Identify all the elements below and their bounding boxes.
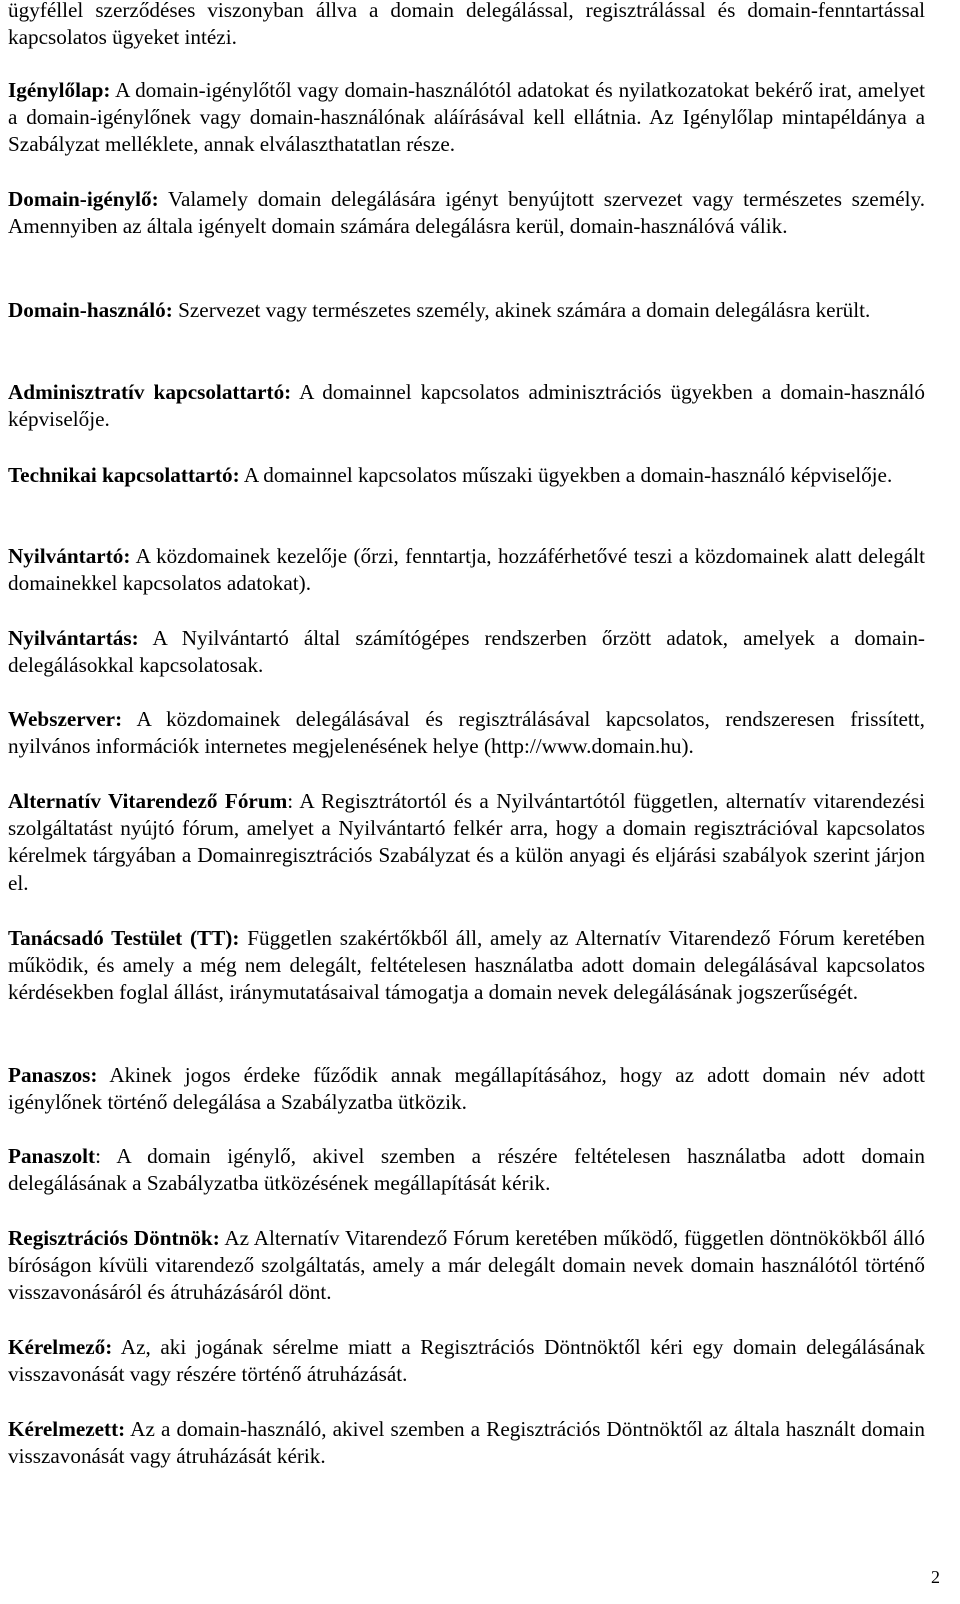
term-label: Adminisztratív kapcsolattartó: [8, 380, 292, 404]
definition-text: A közdomainek delegálásával és regisztrálásával kapcsolatos, rendszeresen frissített, nyilvános információk internetes megjelenésének helye (http://www.domain.hu). [8, 707, 925, 759]
definition-panaszos [8, 1062, 925, 1116]
definition-text: Szervezet vagy természetes személy, akinek számára a domain delegálásra került. [178, 298, 871, 322]
definition-webszerver [8, 706, 925, 760]
term-label: Domain-használó: [8, 298, 173, 322]
term-label: Technikai kapcsolattartó: [8, 463, 240, 487]
definition-text: A Nyilvántartó által számítógépes rendszerben őrzött adatok, amelyek a domain-delegálásokkal kapcsolatosak. [8, 626, 925, 678]
definition-panaszolt: Panaszolt: A domain igénylő, akivel szemben a részére feltételesen használatba adott domain delegálásának a Szabályzatba ütközésének megállapítását kérik. [8, 1144, 925, 1196]
term-label: Kérelmező: [8, 1335, 113, 1359]
definition-alternativ-vitarendezo-forum: Alternatív Vitarendező Fórum: A Regisztrátortól és a Nyilvántartótól független, alternatív vitarendezési szolgáltatást nyújtó fórum, amelyet a Nyilvántartó felkér arra, hogy a domain regisztrációval kapcsolatos kérelmek tárgyában a Domainregisztrációs Szabályzat és a külön anyagi és eljárási szabályok szerint járjon el. [8, 789, 926, 895]
term-label: Igénylőlap: [8, 78, 111, 102]
definition-domain-igenylo [8, 186, 925, 240]
definition-igenylolap [8, 77, 925, 159]
definition-text: A Regisztrátortól és a Nyilvántartótól független, alternatív vitarendezési szolgáltatást nyújtó fórum, amelyet a Nyilvántartó felkér arra, hogy a domain regisztrációval kapcsolatos kérelmek tárgyában a Domainregisztrációs Szabályzat és a külön anyagi és eljárási szabályok szerint járjon el. [8, 789, 926, 895]
term-label: Panaszos: [8, 1063, 98, 1087]
paragraph-continuation [8, 0, 925, 51]
term-label: Kérelmezett: [8, 1417, 126, 1441]
definition-text: A domainnel kapcsolatos adminisztrációs ügyekben a domain-használó képviselője. [8, 380, 925, 432]
definition-text: Az Alternatív Vitarendező Fórum keretében működő, független döntnökökből álló bíróságon kívüli vitarendező szolgáltatás, amely a már delegált domain nevek domain használótól történő visszavonásáról és átruházásáról dönt. [8, 1226, 926, 1305]
definition-text: Akinek jogos érdeke fűződik annak megállapításához, hogy az adott domain név adott igénylőnek történő delegálása a Szabályzatba ütközik. [8, 1063, 925, 1115]
paragraph-text: ügyféllel szerződéses viszonyban állva a domain delegálással, regisztrálással és domain-fenntartással kapcsolatos ügyeket intézi. [8, 0, 925, 50]
definition-nyilvantartas [8, 625, 925, 679]
term-label: Webszerver: [8, 707, 123, 731]
definition-text: Az a domain-használó, akivel szemben a Regisztrációs Döntnöktől az általa használt domain visszavonását vagy átruházását kérik. [8, 1417, 925, 1469]
definition-text: Független szakértőkből áll, amely az Alternatív Vitarendező Fórum keretében működik, és amely a még nem delegált, feltételesen használatba adott domain delegálásával kapcsolatos kérdésekben foglal állást, iránymutatásaival támogatja a domain nevek delegálásának jogszerűségét. [8, 926, 925, 1005]
term-label: Tanácsadó Testület (TT): [8, 926, 240, 950]
definition-text: A domain-igénylőtől vagy domain-használótól adatokat és nyilatkozatokat bekérő irat, amelyet a domain-igénylőnek vagy domain-használónak aláírásával kell ellátnia. Az Igénylőlap mintapéldánya a Szabályzat melléklete, annak elválaszthatatlan része. [8, 78, 925, 157]
term-label: Domain-igénylő: [8, 187, 159, 211]
term-label: Nyilvántartó: [8, 544, 131, 568]
term-label: Panaszolt [8, 1144, 96, 1168]
definition-kerelmezo [8, 1334, 925, 1388]
definition-text: A domain igénylő, akivel szemben a részére feltételesen használatba adott domain delegálásának a Szabályzatba ütközésének megállapítását kérik. [8, 1144, 925, 1196]
definition-text: Valamely domain delegálására igényt benyújtott szervezet vagy természetes személy. Amennyiben az általa igényelt domain számára delegálásra kerül, domain-használóvá válik. [8, 187, 925, 239]
definition-regisztracios-dontnok [8, 1225, 925, 1307]
definition-text: A közdomainek kezelője (őrzi, fenntartja, hozzáférhetővé teszi a közdomainek alatt delegált domainekkel kapcsolatos adatokat). [8, 544, 925, 596]
definition-technikai-kapcsolattarto [8, 462, 925, 489]
definition-domain-hasznalo [8, 297, 925, 324]
term-label: Nyilvántartás: [8, 626, 139, 650]
term-label: Alternatív Vitarendező Fórum [8, 789, 288, 813]
page-number: 2 [931, 1567, 940, 1587]
definition-text: Az, aki jogának sérelme miatt a Regisztrációs Döntnöktől kéri egy domain delegálásának visszavonását vagy részére történő átruházását. [8, 1335, 925, 1387]
definition-tanacsado-testulet [8, 925, 925, 1007]
definition-nyilvantarto [8, 543, 925, 597]
term-label: Regisztrációs Döntnök: [8, 1226, 220, 1250]
definition-text: A domainnel kapcsolatos műszaki ügyekben a domain-használó képviselője. [243, 463, 893, 487]
definition-adminisztrativ-kapcsolattarto [8, 379, 925, 433]
definition-kerelmezett [8, 1416, 925, 1470]
